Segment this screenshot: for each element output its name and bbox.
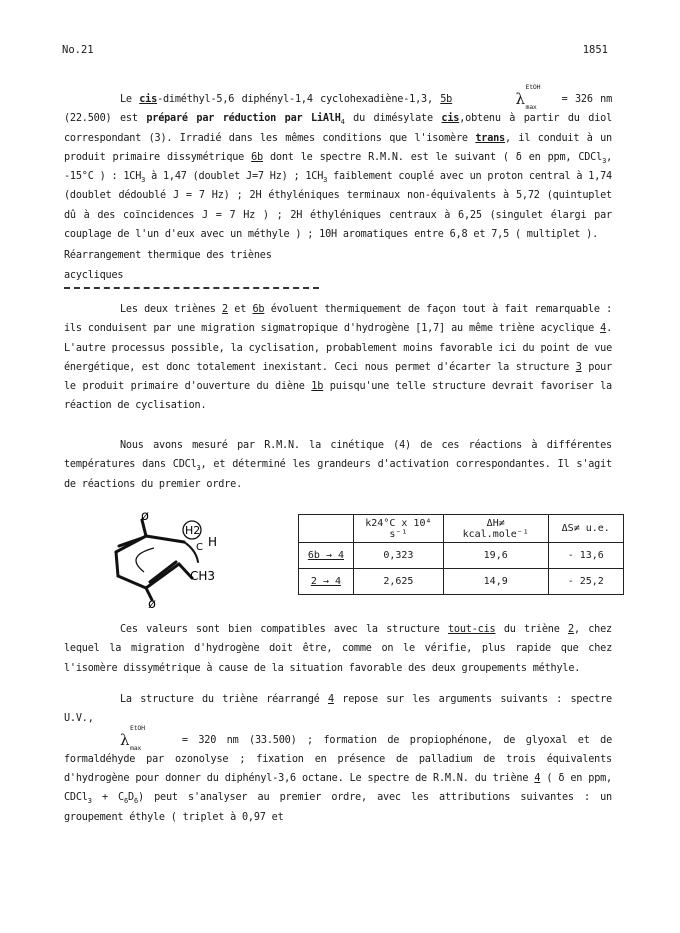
- table-cell: 2,625: [353, 569, 443, 595]
- table-cell: - 25,2: [548, 569, 624, 595]
- paragraph-4: Ces valeurs sont bien compatibles avec la structure tout-cis du triène 2, chez lequel la migration d'hydrogène doit être, comme on le vérifie, plus rapide que chez l'isomère dissymétrique à cause de la situation favorable des deux groupements méthyle.: [64, 624, 612, 674]
- table-cell: 6b → 4: [299, 543, 354, 569]
- table-row: [299, 543, 624, 569]
- table-header: [299, 515, 354, 543]
- carbon-label: C: [196, 542, 203, 553]
- table-cell: 14,9: [443, 569, 548, 595]
- methyl-label: CH3: [190, 569, 216, 583]
- table-header-row: [299, 515, 624, 543]
- compound-ref: 5b: [440, 94, 453, 105]
- table-header: ΔH≠ kcal.mole⁻¹: [443, 515, 548, 543]
- cis-term: cis: [139, 94, 158, 105]
- paragraph-5: La structure du triène réarrangé 4 repose sur les arguments suivants : spectre U.V., λ EtOH max = 320 nm (33.500) ; formation de propiophénone, de glyoxal et de formaldéhyde par ozonolyse ; fixation en présence de palladium de trois équivalents d'hydrogène pour donner du diphényl-3,6 octane. Le spectre de R.M.N. du triène 4 ( δ en ppm, CDCl$_3$ + $C_6D_6$) peut s'analyser au premier ordre, avec les attributions suivantes : un groupement éthyle ( triplet à 0,97 et: [64, 694, 613, 823]
- hydrogen-label: H: [208, 535, 218, 549]
- phenyl-top-label: ø: [141, 509, 149, 524]
- triene-structure-diagram: [84, 508, 274, 608]
- table-cell: 19,6: [443, 543, 548, 569]
- sigmatropic-bracket: [1,7]: [415, 323, 445, 335]
- kinetics-table: [298, 514, 624, 595]
- figure-row: [64, 508, 624, 608]
- paragraph-2: Les deux triènes 2 et 6b évoluent thermiquement de façon tout à fait remarquable : ils conduisent par une migration sigmatropique d'hydrogène [1,7] au même triène acyclique 4. L'autre processus possible, la cyclisation, probablement moins favorable ici du point de vue énergétique, est donc totalement inexistant. Ceci nous permet d'écarter la structure 3 pour le produit primaire d'ouverture du diène 1b puisqu'une telle structure devrait favoriser la réaction de cyclisation.: [64, 304, 613, 412]
- table-cell: 0,323: [353, 543, 443, 569]
- table-header: k24°C x 10⁴ s⁻¹: [353, 515, 443, 543]
- paragraph-3: Nous avons mesuré par R.M.N. la cinétique (4) de ces réactions à différentes températures dans CDCl$_3$, et déterminé les grandeurs d'activation correspondantes. Il s'agit de réactions du premier ordre.: [64, 440, 612, 490]
- h2-label: H2: [185, 524, 201, 537]
- table-cell: - 13,6: [548, 543, 624, 569]
- lambda-max-symbol: λ EtOH max: [515, 83, 541, 111]
- table-cell: 2 → 4: [299, 569, 354, 595]
- journal-issue: No.21: [62, 44, 94, 56]
- lambda-max-symbol: λ EtOH max: [120, 723, 145, 752]
- phenyl-bottom-label: ø: [148, 597, 156, 608]
- table-header: ΔS≠ u.e.: [548, 515, 624, 543]
- table-row: [299, 569, 624, 595]
- page-number: 1851: [582, 44, 608, 56]
- paragraph-1: Le cis-diméthyl-5,6 diphényl-1,4 cyclohexadiène-1,3, 5b λ EtOH max = 326 nm (22.500) est préparé par réduction par LiAlH$_4$ du dimésylate cis,obtenu à partir du diol correspondant (3). Irradié dans les mêmes conditions que l'isomère trans, il conduit à un produit primaire dissymétrique 6b dont le spectre R.M.N. est le suivant ( δ en ppm, CDCl$_3$, -15°C ) : $1CH_3$ à 1,47 (doublet J=7 Hz) ; $1CH_3$ faiblement couplé avec un proton central à 1,74 (doublet dédoublé J = 7 Hz) ; 2H éthyléniques terminaux non-équivalents à 5,72 (quintuplet dû à des coïncidences J = 7 Hz ) ; 2H éthyléniques centraux à 6,25 (singulet élargi par couplage de l'un d'eux avec un méthyle ) ; 10H aromatiques entre 6,8 et 7,5 ( multiplet ). Réarrangement thermique des triènes acycliques: [64, 88, 612, 289]
- section-heading: Réarrangement thermique des triènes acycliques: [64, 246, 319, 289]
